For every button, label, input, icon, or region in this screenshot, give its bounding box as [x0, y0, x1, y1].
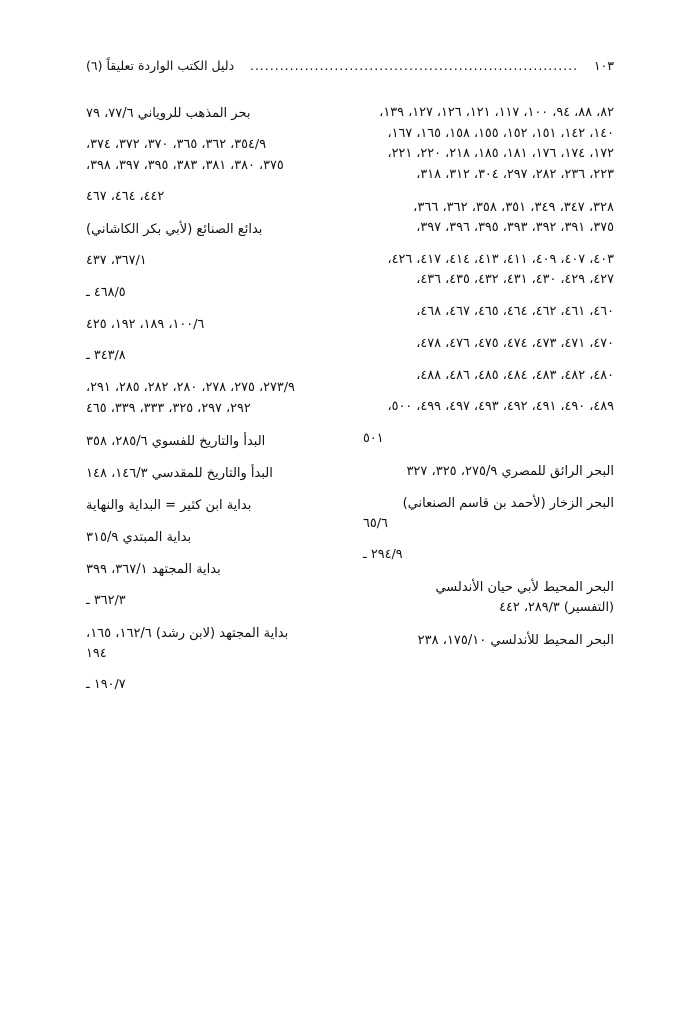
index-entry: ٣٢٨، ٣٤٧، ٣٤٩، ٣٥١، ٣٥٨، ٣٦٢، ٣٦٦، [413, 199, 614, 215]
index-entry: ١٧٢، ١٧٤، ١٧٦، ١٨١، ١٨٥، ٢١٨، ٢٢٠، ٢٢١، [387, 146, 614, 162]
index-entry-title: البدأ والتاريخ للمقدسي ١٤٦/٣، ١٤٨ [86, 465, 273, 481]
index-entry: ٤٠٣، ٤٠٧، ٤٠٩، ٤١١، ٤١٣، ٤١٤، ٤١٧، ٤٢٦، [387, 251, 614, 267]
header-title: دليل الكتب الواردة تعليقاً (٦) [86, 58, 235, 73]
index-entry-title: بداية ابن كثير = البداية والنهاية [86, 497, 252, 513]
header-page-number: ١٠٣ [593, 58, 614, 73]
index-entry: ٢٩٤/٩ ـ [363, 547, 403, 563]
index-entry-title: البحر الرائق للمصري ٢٧٥/٩، ٣٢٥، ٣٢٧ [406, 463, 614, 479]
index-entry: ١٠٠/٦، ١٨٩، ١٩٢، ٤٢٥ [86, 316, 205, 332]
index-column-right [363, 103, 614, 696]
index-entry: ٣٧٥، ٣٨٠، ٣٨١، ٣٨٣، ٣٩٥، ٣٩٧، ٣٩٨، [86, 157, 284, 173]
index-entry: ٢٩٢، ٢٩٧، ٣٢٥، ٣٣٣، ٣٣٩، ٤٦٥ [86, 400, 251, 416]
index-columns [86, 103, 614, 696]
index-entry-title: بدائع الصنائع (لأبي بكر الكاشاني) [86, 222, 263, 238]
index-entry-title: بحر المذهب للروياني ٧٧/٦، ٧٩ [86, 106, 251, 121]
index-entry-title: البحر المحيط لأبي حيان الأندلسي [435, 580, 614, 596]
index-entry-title: بداية المجتهد (لابن رشد) ١٦٢/٦، ١٦٥، [86, 625, 289, 641]
index-entry: ١٩٠/٧ ـ [86, 677, 126, 693]
index-column-left [86, 103, 337, 696]
index-entry: ٣٤٣/٨ ـ [86, 348, 126, 364]
index-entry: ٤٦٨/٥ ـ [86, 284, 126, 300]
index-entry: (التفسير) ٢٨٩/٣، ٤٤٢ [499, 600, 614, 616]
index-entry: ٥٠١ [363, 430, 384, 446]
index-entry: ٤٨٩، ٤٩٠، ٤٩١، ٤٩٢، ٤٩٣، ٤٩٧، ٤٩٩، ٥٠٠، [387, 399, 614, 415]
index-entry: ١٤٠، ١٤٢، ١٥١، ١٥٢، ١٥٥، ١٥٨، ١٦٥، ١٦٧، [387, 125, 614, 141]
index-entry: ٣٦٧/١، ٤٣٧ [86, 253, 147, 269]
index-entry: ٢٢٣، ٢٣٦، ٢٨٢، ٢٩٧، ٣٠٤، ٣١٢، ٣١٨، [416, 167, 614, 183]
index-entry-title: البحر المحيط للأندلسي ١٧٥/١٠، ٢٣٨ [417, 632, 614, 648]
index-entry: ٤٤٢، ٤٦٤، ٤٦٧ [86, 189, 165, 205]
index-entry: ٤٦٠، ٤٦١، ٤٦٢، ٤٦٤، ٤٦٥، ٤٦٧، ٤٦٨، [416, 304, 614, 320]
header-dot-leader: .................................................................. [249, 58, 579, 73]
index-entry: ٣٥٤/٩، ٣٦٢، ٣٦٥، ٣٧٠، ٣٧٢، ٣٧٤، [86, 137, 267, 153]
index-entry-title: بداية المجتهد ٣٦٧/١، ٣٩٩ [86, 561, 221, 577]
index-entry: ٣٧٥، ٣٩١، ٣٩٢، ٣٩٣، ٣٩٥، ٣٩٦، ٣٩٧، [416, 219, 614, 235]
index-entry-title: البحر الزخار (لأحمد بن قاسم الصنعاني) [402, 495, 614, 511]
index-entry-title: بداية المبتدي ٣١٥/٩ [86, 529, 192, 545]
page-header [86, 58, 614, 73]
index-entry: ٨٢، ٨٨، ٩٤، ١٠٠، ١١٧، ١٢١، ١٢٦، ١٢٧، ١٣٩، [379, 105, 614, 120]
index-entry: ٤٧٠، ٤٧١، ٤٧٣، ٤٧٤، ٤٧٥، ٤٧٦، ٤٧٨، [416, 335, 614, 351]
index-entry: ٢٧٣/٩، ٢٧٥، ٢٧٨، ٢٨٠، ٢٨٢، ٢٨٥، ٢٩١، [86, 380, 295, 396]
index-entry: ٤٨٠، ٤٨٢، ٤٨٣، ٤٨٤، ٤٨٥، ٤٨٦، ٤٨٨، [416, 367, 614, 383]
index-entry-title: البدأ والتاريخ للفسوي ٢٨٥/٦، ٣٥٨ [86, 433, 266, 449]
index-entry: ٤٢٧، ٤٢٩، ٤٣٠، ٤٣١، ٤٣٢، ٤٣٥، ٤٣٦، [416, 272, 614, 288]
index-entry: ٣٦٢/٣ ـ [86, 592, 126, 608]
index-entry: ٦٥/٦ [363, 515, 388, 531]
index-entry: ١٩٤ [86, 645, 107, 661]
